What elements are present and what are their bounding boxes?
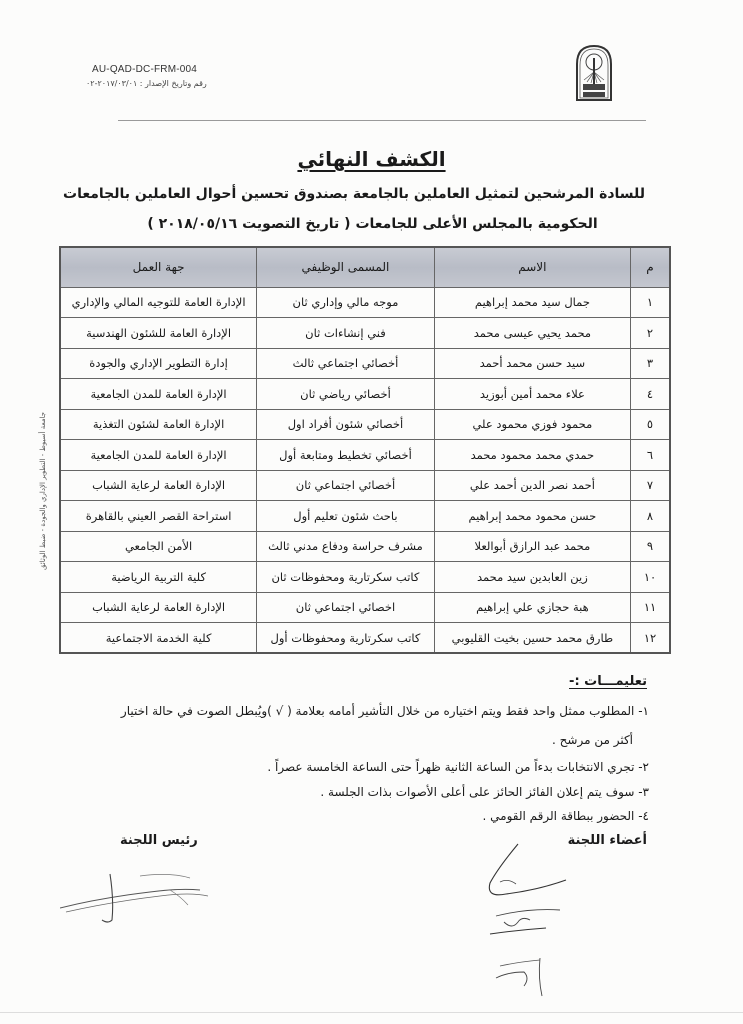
- members-signatures-icon: [478, 838, 578, 1003]
- header-department: جهة العمل: [60, 247, 257, 287]
- instruction-4: ٤- الحضور ببطاقة الرقم القومي .: [482, 809, 649, 823]
- table-row: [60, 409, 670, 440]
- table-row: [60, 348, 670, 379]
- page-title: [0, 147, 743, 171]
- cell-dept: استراحة القصر العيني بالقاهرة: [60, 501, 257, 532]
- cell-num: ٣: [631, 348, 670, 379]
- cell-name: علاء محمد أمين أبوزيد: [434, 379, 630, 410]
- candidates-table: [59, 246, 671, 654]
- header-divider: [118, 120, 646, 121]
- instruction-1: ١- المطلوب ممثل واحد فقط ويتم اختياره من خلال التأشير أمامه بعلامة ( √ )ويُبطل الصوت في حالة اختيار: [120, 704, 649, 718]
- cell-dept: الأمن الجامعي: [60, 531, 257, 562]
- page-title-text: الكشف النهائي: [297, 147, 446, 171]
- cell-name: زين العابدين سيد محمد: [434, 562, 630, 593]
- committee-members-label: أعضاء اللجنة: [567, 833, 647, 848]
- subtitle-line-2: الحكومية بالمجلس الأعلى للجامعات ( تاريخ التصويت ٢٠١٨/٠٥/١٦ ): [147, 216, 598, 232]
- page-bottom-edge: [0, 1012, 743, 1013]
- header-job-title: المسمى الوظيفي: [257, 247, 435, 287]
- side-stamp: [36, 378, 50, 603]
- cell-dept: الإدارة العامة لشئون التغذية: [60, 409, 257, 440]
- cell-num: ١١: [631, 592, 670, 623]
- cell-dept: الإدارة العامة لرعاية الشباب: [60, 470, 257, 501]
- university-logo-icon: [575, 44, 613, 102]
- cell-name: هبة حجازي علي إبراهيم: [434, 592, 630, 623]
- cell-num: ١٠: [631, 562, 670, 593]
- cell-dept: الإدارة العامة للمدن الجامعية: [60, 379, 257, 410]
- cell-dept: كلية الخدمة الاجتماعية: [60, 623, 257, 654]
- instruction-2: ٢- تجري الانتخابات بدءاً من الساعة الثانية ظهراً حتى الساعة الخامسة عصراً .: [267, 760, 649, 774]
- cell-name: محمد عبد الرازق أبوالعلا: [434, 531, 630, 562]
- cell-dept: إدارة التطوير الإداري والجودة: [60, 348, 257, 379]
- cell-dept: الإدارة العامة للتوجيه المالي والإداري: [60, 287, 257, 318]
- cell-job: فني إنشاءات ثان: [257, 318, 435, 349]
- table-row: [60, 287, 670, 318]
- table-row: [60, 470, 670, 501]
- cell-dept: الإدارة العامة للمدن الجامعية: [60, 440, 257, 471]
- table-row: [60, 318, 670, 349]
- instruction-1-continued: أكثر من مرشح .: [552, 733, 633, 747]
- table-header-row: [60, 247, 670, 287]
- cell-num: ٤: [631, 379, 670, 410]
- cell-job: أخصائي اجتماعي ثالث: [257, 348, 435, 379]
- cell-job: موجه مالي وإداري ثان: [257, 287, 435, 318]
- table-row: [60, 440, 670, 471]
- cell-name: جمال سيد محمد إبراهيم: [434, 287, 630, 318]
- cell-name: حمدي محمد محمود محمد: [434, 440, 630, 471]
- cell-dept: كلية التربية الرياضية: [60, 562, 257, 593]
- committee-chair-label: رئيس اللجنة: [120, 833, 198, 848]
- instruction-3: ٣- سوف يتم إعلان الفائز الحائز على أعلى الأصوات بذات الجلسة .: [320, 785, 649, 799]
- cell-num: ٦: [631, 440, 670, 471]
- table-row: [60, 501, 670, 532]
- cell-job: اخصائي اجتماعي ثان: [257, 592, 435, 623]
- cell-num: ١٢: [631, 623, 670, 654]
- chair-signature-icon: [60, 860, 210, 930]
- table-row: [60, 379, 670, 410]
- header-num: م: [631, 247, 670, 287]
- instructions-title: تعليمـــات :-: [569, 674, 647, 689]
- cell-name: طارق محمد حسين بخيت القليوبي: [434, 623, 630, 654]
- table-row: [60, 531, 670, 562]
- cell-name: محمد يحيي عيسى محمد: [434, 318, 630, 349]
- cell-name: حسن محمود محمد إبراهيم: [434, 501, 630, 532]
- cell-job: أخصائي شئون أفراد اول: [257, 409, 435, 440]
- cell-job: مشرف حراسة ودفاع مدني ثالث: [257, 531, 435, 562]
- cell-num: ٢: [631, 318, 670, 349]
- cell-num: ٨: [631, 501, 670, 532]
- form-code: AU-QAD-DC-FRM-004: [92, 64, 198, 75]
- subtitle-line-1: للسادة المرشحين لتمثيل العاملين بالجامعة بصندوق تحسين أحوال العاملين بالجامعات: [63, 186, 645, 202]
- table-row: [60, 623, 670, 654]
- cell-name: أحمد نصر الدين أحمد علي: [434, 470, 630, 501]
- issue-number-date: رقم وتاريخ الإصدار : ٢٠١٧/٠٣/٠١-٠٢: [86, 79, 207, 88]
- cell-dept: الإدارة العامة للشئون الهندسية: [60, 318, 257, 349]
- cell-job: أخصائي اجتماعي ثان: [257, 470, 435, 501]
- cell-job: أخصائي رياضي ثان: [257, 379, 435, 410]
- cell-num: ٩: [631, 531, 670, 562]
- table-row: [60, 562, 670, 593]
- cell-name: محمود فوزي محمود علي: [434, 409, 630, 440]
- cell-name: سيد حسن محمد أحمد: [434, 348, 630, 379]
- header-name: الاسم: [434, 247, 630, 287]
- cell-job: كاتب سكرتارية ومحفوظات أول: [257, 623, 435, 654]
- cell-dept: الإدارة العامة لرعاية الشباب: [60, 592, 257, 623]
- cell-num: ٥: [631, 409, 670, 440]
- cell-num: ٧: [631, 470, 670, 501]
- cell-job: باحث شئون تعليم أول: [257, 501, 435, 532]
- cell-job: كاتب سكرتارية ومحفوظات ثان: [257, 562, 435, 593]
- cell-num: ١: [631, 287, 670, 318]
- table-row: [60, 592, 670, 623]
- cell-job: أخصائي تخطيط ومتابعة أول: [257, 440, 435, 471]
- side-stamp-text: جامعة أسيوط - التطوير الإداري والجودة - ضبط الوثائق: [39, 411, 47, 570]
